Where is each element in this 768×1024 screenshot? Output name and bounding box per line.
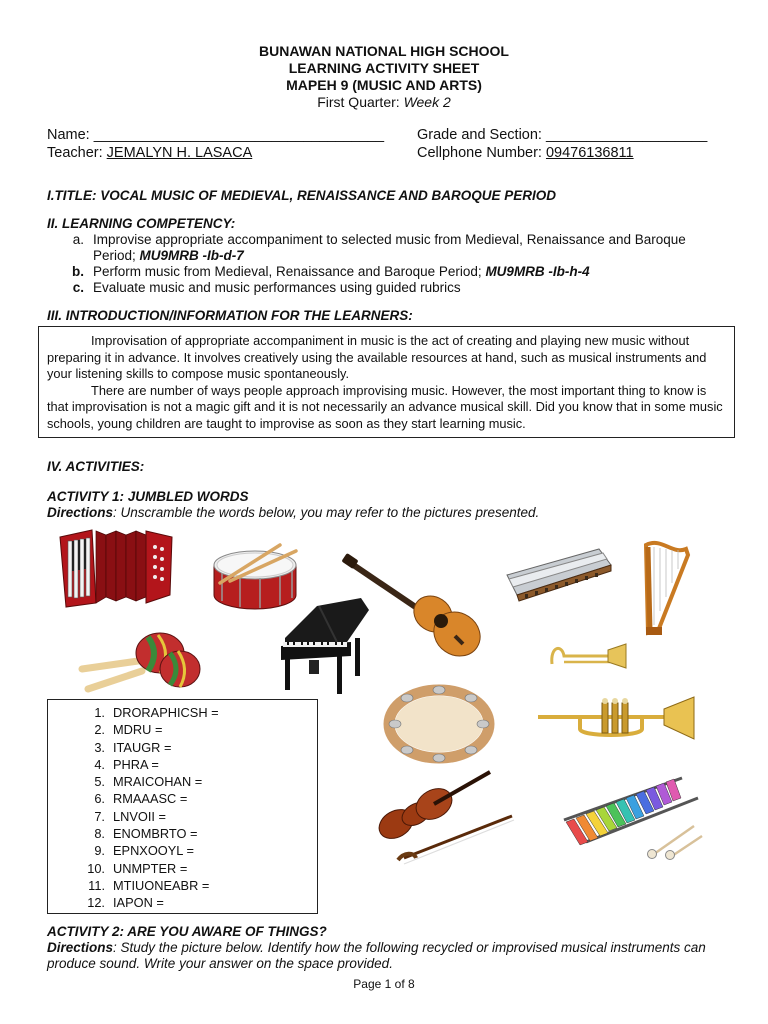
list-item [48,877,317,894]
list-item [48,721,317,738]
item-number: 11. [88,877,105,893]
item-number: 10. [87,860,105,876]
page-label: Page 1 of 8 [353,977,415,991]
competency-item-b [47,264,737,280]
jumbled-word: MRAICOHAN = [113,774,203,790]
sheet-title: LEARNING ACTIVITY SHEET [288,60,480,76]
item-number: 8. [94,826,105,842]
jumbled-word: ENOMBRTO = [113,826,198,842]
grade-label: Grade and Section: [417,127,546,143]
grade-section-field[interactable] [417,127,707,144]
intro-paragraph: Improvisation of appropriate accompaniment in music is the act of creating and playing new music without preparing it in advance. It involves creatively using the available resources at hand, such as musical instruments and your listening skills to compose music spontaneously. [47,333,707,381]
item-number: 7. [94,808,105,824]
competency-item-c [47,280,737,296]
name-line: ____________________________________ [93,127,385,143]
school-name: BUNAWAN NATIONAL HIGH SCHOOL [259,43,509,59]
tambourine-icon [385,684,493,764]
quarter-line [0,94,768,111]
jumbled-word: MDRU = [113,722,163,738]
teacher-name: JEMALYN H. LASACA [106,145,253,161]
list-item [48,704,317,721]
introduction-box [38,326,735,438]
activity1-directions [47,505,539,521]
competency-text: Perform music from Medieval, Renaissance and Baroque Period; [93,264,486,279]
item-number: 4. [94,756,105,772]
competency-code: MU9MRB -Ib-d-7 [139,248,244,263]
competency-key: b. [72,264,84,279]
activity1-title: ACTIVITY 1: JUMBLED WORDS [47,489,249,504]
directions-text: : Unscramble the words below, you may refer to the pictures presented. [113,505,540,520]
phone-number: 09476136811 [545,145,634,161]
activity2-title: ACTIVITY 2: ARE YOU AWARE OF THINGS? [47,924,327,939]
phone-label: Cellphone Number: [417,145,546,161]
item-number: 2. [94,722,105,738]
list-item [48,756,317,773]
competency-key: c. [72,280,84,295]
maracas-icon [78,625,204,693]
competency-list [47,232,737,296]
phone-line [417,145,634,162]
competency-heading: II. LEARNING COMPETENCY: [47,216,236,231]
jumbled-word: MTIUONEABR = [113,877,210,893]
directions-label: Directions [47,940,114,955]
activity2-directions [47,940,737,972]
subject-title: MAPEH 9 (MUSIC AND ARTS) [286,77,482,93]
directions-text: : Study the picture below. Identify how the following recycled or improvised musical instruments can produce sound. Write your answer on the space provided. [47,940,706,971]
list-item [48,739,317,756]
name-field[interactable] [47,127,384,144]
jumbled-word: RMAAASC = [113,791,188,807]
competency-code: MU9MRB -Ib-h-4 [485,264,590,279]
activities-heading: IV. ACTIVITIES: [47,459,145,474]
list-item [48,860,317,877]
trumpet-icon [536,695,696,743]
item-number: 6. [94,791,105,807]
grade-line: ____________________ [545,127,708,143]
quarter-week: Week 2 [403,94,451,110]
jumbled-word: ITAUGR = [113,739,172,755]
jumbled-word: DRORAPHICSH = [113,705,219,720]
jumbled-word: PHRA = [113,756,159,772]
competency-item-a-cont [47,248,737,264]
jumbled-words-list [48,700,317,912]
harmonica-icon [503,545,615,605]
title-section: I.TITLE: VOCAL MUSIC OF MEDIEVAL, RENAISSANCE AND BAROQUE PERIOD [47,188,557,203]
list-item [48,894,317,911]
page-number [0,977,768,992]
item-number: 1. [94,705,105,720]
jumbled-words-box [47,699,318,914]
jumbled-word: IAPON = [113,895,164,911]
competency-key: a. [72,232,84,247]
accordion-icon [52,525,177,610]
name-label: Name: [47,127,94,143]
jumbled-word: LNVOII = [113,808,166,824]
harp-icon [642,537,694,637]
competency-text-cont: Period; [93,248,140,263]
quarter-label: First Quarter: [317,94,404,110]
intro-paragraph: There are number of ways people approach improvising music. However, the most important thing to know is that improvisation is not a magic gift and it is not necessarily an advance musical skill. Did you know that in some music schools, young children are taught to improvise as soon as they start learning music. [47,382,723,431]
list-item [48,790,317,807]
violin-icon [374,768,522,868]
jumbled-word: UNMPTER = [113,860,188,876]
item-number: 12. [87,895,105,911]
competency-item-a [47,232,737,248]
piano-icon [277,598,373,702]
directions-label: Directions [47,505,114,520]
item-number: 3. [94,739,105,755]
jumbled-word: EPNXOOYL = [113,843,194,859]
list-item [48,842,317,859]
competency-text: Improvise appropriate accompaniment to selected music from Medieval, Renaissance and Baroque [93,232,686,247]
teacher-line [47,145,252,162]
xylophone-icon [562,770,704,858]
teacher-label: Teacher: [47,145,107,161]
item-number: 9. [94,843,105,859]
list-item [48,773,317,790]
competency-text: Evaluate music and music performances using guided rubrics [93,280,461,295]
trombone-icon [548,642,628,668]
introduction-heading: III. INTRODUCTION/INFORMATION FOR THE LEARNERS: [47,308,413,323]
item-number: 5. [94,774,105,790]
list-item [48,808,317,825]
list-item [48,825,317,842]
